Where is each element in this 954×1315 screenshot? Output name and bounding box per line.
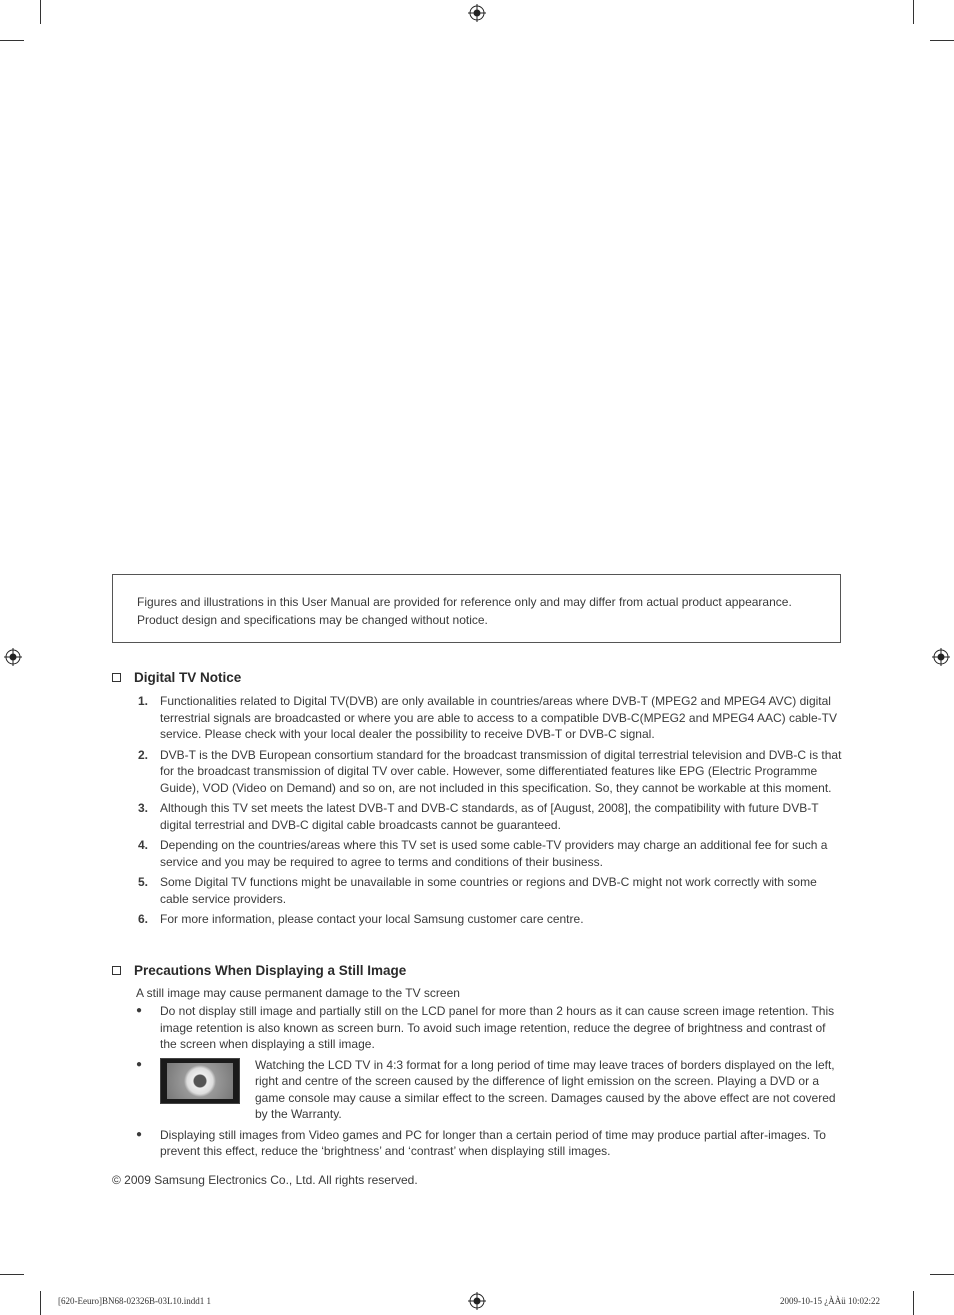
crop-mark <box>0 40 24 41</box>
crop-mark <box>913 0 914 24</box>
item-text: Do not display still image and partially still on the LCD panel for more than 2 hours as it can cause screen image retention. This image retention is also known as screen burn. To avoid such image retention, reduce the degree of brightness and contrast of the screen when displaying a still image. <box>160 1004 835 1051</box>
print-slug-left: [620-Eeuro]BN68-02326B-03L10.indd1 1 <box>58 1296 211 1306</box>
list-item <box>136 837 842 870</box>
section-title-still-image <box>112 963 406 978</box>
item-text: For more information, please contact your local Samsung customer care centre. <box>160 912 584 926</box>
still-image-intro: A still image may cause permanent damage to the TV screen <box>136 986 460 1000</box>
digital-tv-list <box>136 693 842 932</box>
print-slug-right: 2009-10-15 ¿ÀÀü 10:02:22 <box>780 1296 880 1306</box>
list-item <box>136 800 842 833</box>
item-number: 2. <box>138 747 149 762</box>
tv-flower-image-icon <box>160 1058 240 1104</box>
item-number: 3. <box>138 801 149 815</box>
checkbox-icon <box>112 673 121 682</box>
item-number: 5. <box>138 875 149 889</box>
item-number: 6. <box>138 912 149 926</box>
crop-mark <box>913 1291 914 1315</box>
checkbox-icon <box>112 966 121 975</box>
crop-mark <box>40 1291 41 1315</box>
crop-mark <box>0 1274 24 1275</box>
disclaimer-line-1: Figures and illustrations in this User Manual are provided for reference only and may differ from actual product appearance. <box>137 595 792 609</box>
list-item <box>136 1127 842 1160</box>
registration-mark-icon <box>4 648 22 666</box>
item-text: Displaying still images from Video games and PC for longer than a certain period of time may produce partial after-images. To prevent this effect, reduce the ‘brightness’ and ‘contrast’ when displaying still images. <box>160 1127 826 1158</box>
item-text: Although this TV set meets the latest DVB-T and DVB-C standards, as of [August, 2008], the compatibility with future DVB-T digital terrestrial and DVB-C digital cable broadcasts cannot be guaranteed. <box>160 801 819 832</box>
item-text: Watching the LCD TV in 4:3 format for a long period of time may leave traces of borders displayed on the left, right and centre of the screen caused by the difference of light emission on the screen. Playing a DVD or a game console may cause a similar effect to the screen. Damages caused by the above effect are not covered by the Warranty. <box>255 1057 836 1121</box>
copyright: © 2009 Samsung Electronics Co., Ltd. All rights reserved. <box>112 1173 418 1187</box>
item-text: DVB-T is the DVB European consortium standard for the broadcast transmission of digital terrestrial television and DVB-C is that for the broadcast transmission of digital TV over cable. However, some differentiated features like EPG (Electric Programme Guide), VOD (Video on Demand) and so on, are not included in this specification. So, they cannot be workable at this moment. <box>160 747 842 795</box>
crop-mark <box>930 1274 954 1275</box>
item-text: Some Digital TV functions might be unavailable in some countries or regions and DVB-C might not work correctly with some cable service providers. <box>160 875 817 906</box>
disclaimer-box <box>112 574 841 643</box>
crop-mark <box>930 40 954 41</box>
registration-mark-icon <box>468 4 486 22</box>
list-item <box>136 747 842 797</box>
registration-mark-icon <box>468 1292 486 1310</box>
bullet-icon: ● <box>136 1128 143 1140</box>
list-item <box>136 1003 842 1053</box>
item-text: Functionalities related to Digital TV(DVB) are only available in countries/areas where DVB-T (MPEG2 and MPEG4 AVC) digital terrestrial signals are broadcasted or where you are able to access to a compatible DVB-C(MPEG2 and MPEG4 AAC) cable-TV service. Please check with your local dealer the possibility to receive DVB-T or DVB-C signal. <box>160 694 837 741</box>
list-item <box>136 911 842 928</box>
bullet-icon: ● <box>136 1058 143 1070</box>
item-number: 4. <box>138 838 149 852</box>
section-title-text: Precautions When Displaying a Still Image <box>134 963 407 978</box>
bullet-icon: ● <box>136 1005 143 1016</box>
section-title-digital-tv <box>112 670 241 685</box>
item-number: 1. <box>138 694 149 708</box>
registration-mark-icon <box>932 648 950 666</box>
list-item <box>136 874 842 907</box>
still-image-list <box>136 1003 842 1164</box>
item-text: Depending on the countries/areas where this TV set is used some cable-TV providers may charge an additional fee for such a service and you may be required to agree to terms and conditions of their business. <box>160 838 828 869</box>
list-item <box>136 693 842 743</box>
crop-mark <box>40 0 41 24</box>
list-item <box>136 1057 842 1123</box>
section-title-text: Digital TV Notice <box>134 670 242 685</box>
disclaimer-line-2: Product design and specifications may be changed without notice. <box>137 613 488 627</box>
